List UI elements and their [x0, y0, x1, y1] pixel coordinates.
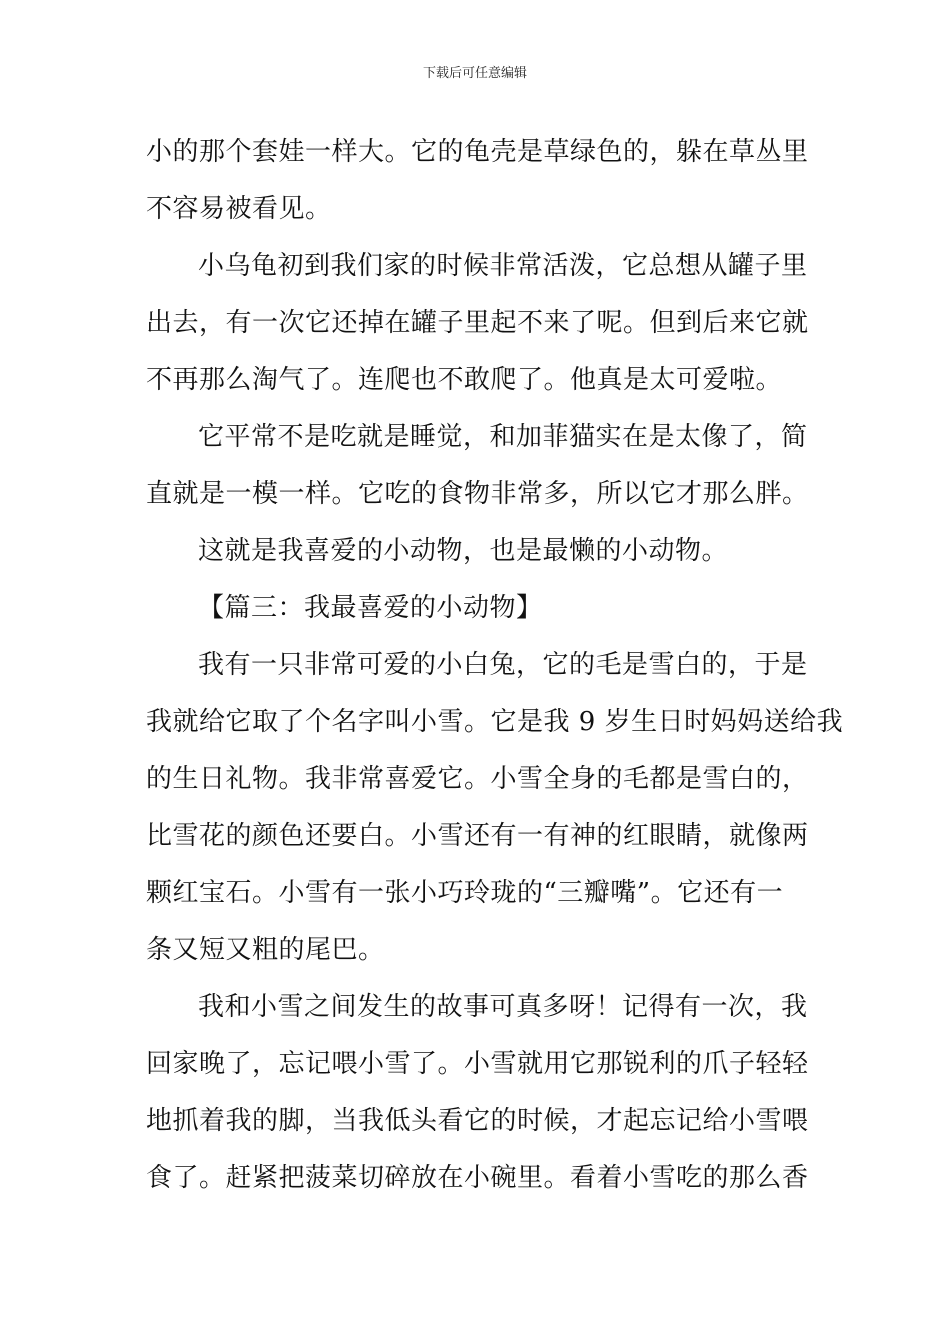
text-line: 我就给它取了个名字叫小雪。它是我 9 岁生日时妈妈送给我 [146, 707, 844, 737]
text-line: 不再那么淘气了。连爬也不敢爬了。他真是太可爱啦。 [146, 365, 783, 395]
text-line: 地抓着我的脚，当我低头看它的时候，才起忘记给小雪喂 [146, 1106, 809, 1136]
text-line: 小的那个套娃一样大。它的龟壳是草绿色的，躲在草丛里 [146, 137, 809, 167]
paragraph-start-line: 它平常不是吃就是睡觉，和加菲猫实在是太像了，简 [198, 422, 808, 452]
paragraph-start-line: 我有一只非常可爱的小白兔，它的毛是雪白的，于是 [198, 650, 808, 680]
page-header: 下载后可任意编辑 [422, 66, 527, 81]
document-body [146, 124, 844, 1207]
text-line: 出去，有一次它还掉在罐子里起不来了呢。但到后来它就 [146, 308, 809, 338]
paragraph-start-line: 小乌龟初到我们家的时候非常活泼，它总想从罐子里 [198, 251, 808, 281]
text-line: 回家晚了，忘记喂小雪了。小雪就用它那锐利的爪子轻轻 [146, 1049, 809, 1079]
text-line: 颗红宝石。小雪有一张小巧玲珑的“三瓣嘴”。它还有一 [146, 878, 784, 908]
text-line: 食了。赶紧把菠菜切碎放在小碗里。看着小雪吃的那么香 [146, 1163, 809, 1193]
section-heading: 【篇三：我最喜爱的小动物】 [198, 593, 543, 623]
text-line: 直就是一模一样。它吃的食物非常多，所以它才那么胖。 [146, 479, 809, 509]
paragraph-start-line: 这就是我喜爱的小动物，也是最懒的小动物。 [198, 536, 729, 566]
text-line: 的生日礼物。我非常喜爱它。小雪全身的毛都是雪白的， [146, 764, 809, 794]
text-line: 比雪花的颜色还要白。小雪还有一有神的红眼睛，就像两 [146, 821, 809, 851]
text-line: 条又短又粗的尾巴。 [146, 935, 385, 965]
paragraph-start-line: 我和小雪之间发生的故事可真多呀！记得有一次，我 [198, 992, 808, 1022]
text-line: 不容易被看见。 [146, 194, 332, 224]
